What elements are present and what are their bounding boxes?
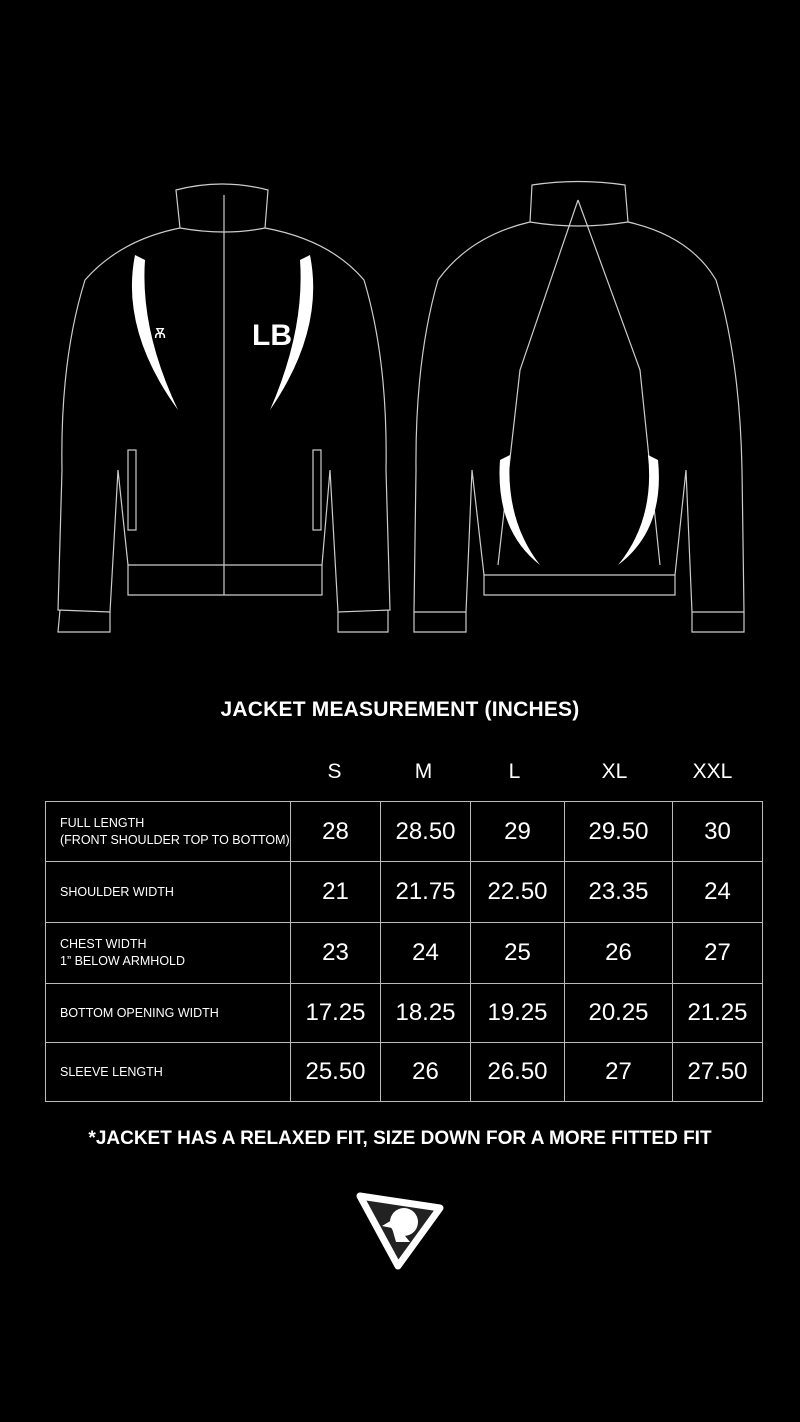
measurement-value: 27.50 <box>673 1043 763 1102</box>
measurement-label <box>46 802 291 862</box>
measurement-label <box>46 862 291 923</box>
measurement-value: 21.25 <box>673 984 763 1043</box>
label-line: SHOULDER WIDTH <box>60 884 174 899</box>
measurement-value: 30 <box>673 802 763 862</box>
table-row <box>46 984 763 1043</box>
brand-logo-icon <box>352 1186 448 1270</box>
table-row <box>46 802 763 862</box>
measurement-value: 22.50 <box>471 862 565 923</box>
measurement-value: 21 <box>291 862 381 923</box>
measurement-value: 24 <box>381 923 471 984</box>
label-line: CHEST WIDTH <box>60 937 147 951</box>
size-label: XL <box>601 760 628 783</box>
measurement-value: 24 <box>673 862 763 923</box>
measurement-value: 26 <box>565 923 673 984</box>
label-line: BOTTOM OPENING WIDTH <box>60 1005 219 1020</box>
measurement-value: 29 <box>471 802 565 862</box>
measurement-value: 23 <box>291 923 381 984</box>
size-label: XXL <box>692 760 733 783</box>
fit-note: *JACKET HAS A RELAXED FIT, SIZE DOWN FOR A MORE FITTED FIT <box>88 1128 712 1149</box>
measurement-value: 29.50 <box>565 802 673 862</box>
measurement-value: 23.35 <box>565 862 673 923</box>
size-label: S <box>327 760 342 783</box>
measurement-label <box>46 984 291 1043</box>
label-line: SLEEVE LENGTH <box>60 1064 163 1079</box>
measurement-value: 28 <box>291 802 381 862</box>
label-subline: (FRONT SHOULDER TOP TO BOTTOM) <box>60 832 290 847</box>
table-row <box>46 923 763 984</box>
measurement-value: 26 <box>381 1043 471 1102</box>
measurement-value: 17.25 <box>291 984 381 1043</box>
label-subline: 1” BELOW ARMHOLD <box>60 954 186 968</box>
measurement-value: 27 <box>673 923 763 984</box>
measurement-label <box>46 923 291 984</box>
table-row <box>46 1043 763 1102</box>
measurement-value: 27 <box>565 1043 673 1102</box>
jacket-back <box>414 182 744 633</box>
table-row <box>46 862 763 923</box>
size-header <box>290 760 757 786</box>
measurement-value: 28.50 <box>381 802 471 862</box>
jacket-front <box>58 184 390 632</box>
measurement-value: 26.50 <box>471 1043 565 1102</box>
chart-title: JACKET MEASUREMENT (INCHES) <box>220 698 580 721</box>
measurement-value: 25.50 <box>291 1043 381 1102</box>
measurement-table <box>45 801 763 1102</box>
measurement-value: 19.25 <box>471 984 565 1043</box>
measurement-value: 25 <box>471 923 565 984</box>
size-label: M <box>414 760 433 783</box>
svg-text:ѫ: ѫ <box>153 322 167 342</box>
measurement-value: 20.25 <box>565 984 673 1043</box>
svg-text:LB: LB <box>252 319 292 352</box>
size-label: L <box>508 760 521 783</box>
measurement-label <box>46 1043 291 1102</box>
measurement-value: 18.25 <box>381 984 471 1043</box>
jacket-technical-drawing <box>0 170 800 640</box>
label-line: FULL LENGTH <box>60 815 145 830</box>
measurement-value: 21.75 <box>381 862 471 923</box>
